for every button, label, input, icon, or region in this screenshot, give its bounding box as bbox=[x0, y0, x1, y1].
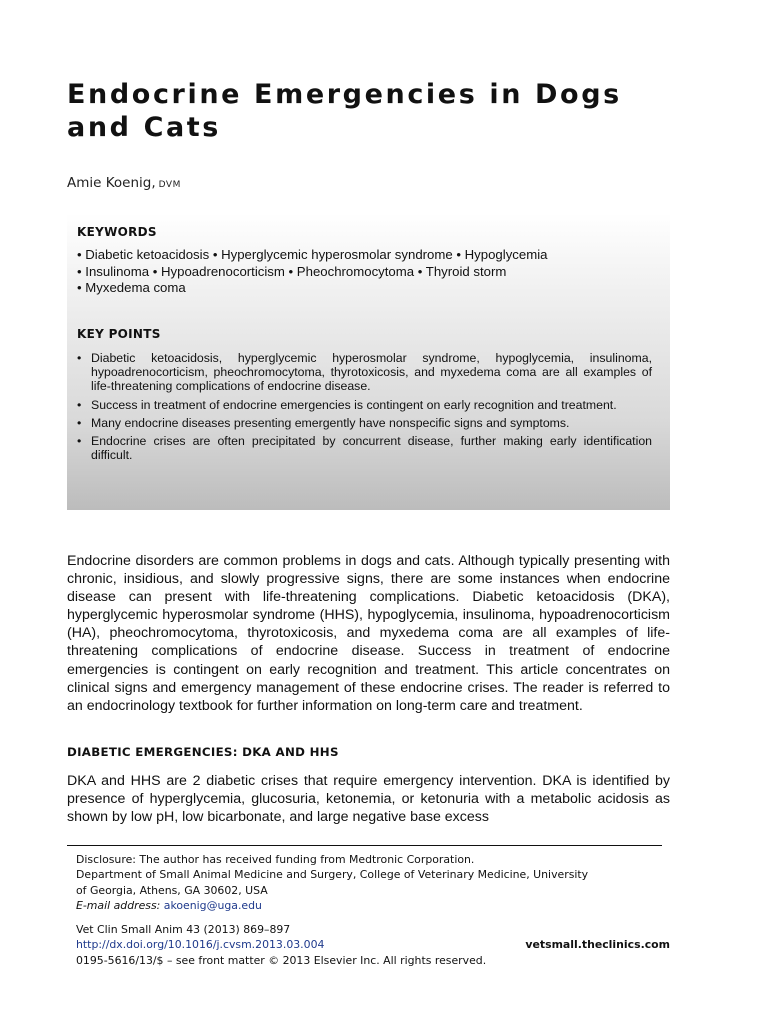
section-heading: DIABETIC EMERGENCIES: DKA AND HHS bbox=[67, 745, 339, 759]
citation-block bbox=[76, 922, 670, 968]
keywords-box bbox=[67, 213, 670, 510]
citation-text: Vet Clin Small Anim 43 (2013) 869–897 bbox=[76, 923, 291, 936]
key-point-item bbox=[77, 398, 652, 412]
key-point-text: Endocrine crises are often precipitated by concurrent disease, further making early identification difficult. bbox=[91, 434, 652, 463]
intro-paragraph: Endocrine disorders are common problems in dogs and cats. Although typically presenting with chronic, insidious, and slowly progressive signs, there are some instances when endocrine disease can present with life-threatening complications. Diabetic ketoacidosis (DKA), hyperglycemic hyperosmolar syndrome (HHS), hypoglycemia, insulinoma, hypoadrenocorticism (HA), pheochromocytoma, thyrotoxicosis, and myxedema coma are all examples of life-threatening complications of endocrine disease. Success in treatment of endocrine emergencies is contingent on early recognition and treatment. This article concentrates on clinical signs and emergency management of these endocrine crises. The reader is referred to an endocrinology textbook for further information on long-term care and treatment. bbox=[67, 553, 670, 714]
footnote-divider bbox=[67, 845, 662, 846]
author-line bbox=[67, 175, 181, 191]
disclosure-text: Disclosure: The author has received funding from Medtronic Corporation. bbox=[76, 853, 475, 866]
bullet-icon: • bbox=[77, 415, 82, 430]
article-title: Endocrine Emergencies in Dogs and Cats bbox=[67, 79, 622, 143]
key-point-item bbox=[77, 434, 652, 462]
bullet-icon: • bbox=[77, 434, 82, 449]
doi-row bbox=[76, 937, 670, 952]
bullet-icon: • bbox=[77, 351, 82, 365]
section-paragraph: DKA and HHS are 2 diabetic crises that require emergency intervention. DKA is identified by presence of hyperglycemia, glucosuria, ketonemia, or ketonuria with a metabolic acidosis as shown by low pH, low bicarbonate, and large negative base excess bbox=[67, 773, 670, 826]
key-points-heading: KEY POINTS bbox=[77, 327, 161, 341]
email-label: E-mail address: bbox=[76, 898, 161, 912]
journal-site-link[interactable]: vetsmall.theclinics.com bbox=[525, 938, 670, 952]
key-point-item bbox=[77, 351, 652, 394]
author-name: Amie Koenig, bbox=[67, 175, 156, 191]
copyright-text: 0195-5616/13/$ – see front matter © 2013 Elsevier Inc. All rights reserved. bbox=[76, 953, 487, 967]
bullet-icon: • bbox=[77, 397, 82, 412]
key-point-text: Diabetic ketoacidosis, hyperglycemic hyperosmolar syndrome, hypoglycemia, insulinoma, hypoadrenocorticism, pheochromocytoma, thyrotoxicosis, and myxedema coma are all examples of life-threatening complications of endocrine disease. bbox=[91, 351, 652, 394]
key-point-item bbox=[77, 416, 652, 430]
affiliation-text: of Georgia, Athens, GA 30602, USA bbox=[76, 883, 268, 897]
affiliation-text: Department of Small Animal Medicine and Surgery, College of Veterinary Medicine, University bbox=[76, 868, 589, 882]
author-degree: DVM bbox=[158, 180, 181, 190]
keywords-heading: KEYWORDS bbox=[77, 225, 157, 239]
key-point-text: Success in treatment of endocrine emergencies is contingent on early recognition and treatment. bbox=[91, 397, 617, 412]
footnote-block bbox=[76, 852, 670, 913]
key-point-text: Many endocrine diseases presenting emergently have nonspecific signs and symptoms. bbox=[91, 415, 570, 430]
keywords-line: • Insulinoma • Hypoadrenocorticism • Pheochromocytoma • Thyroid storm bbox=[77, 264, 507, 279]
email-line bbox=[76, 898, 670, 913]
keywords-line: • Diabetic ketoacidosis • Hyperglycemic hyperosmolar syndrome • Hypoglycemia bbox=[77, 247, 548, 262]
email-link[interactable]: akoenig@uga.edu bbox=[163, 898, 262, 912]
doi-link[interactable]: http://dx.doi.org/10.1016/j.cvsm.2013.03.004 bbox=[76, 938, 325, 952]
key-points-list bbox=[77, 351, 652, 466]
keywords-line: • Myxedema coma bbox=[77, 280, 186, 295]
